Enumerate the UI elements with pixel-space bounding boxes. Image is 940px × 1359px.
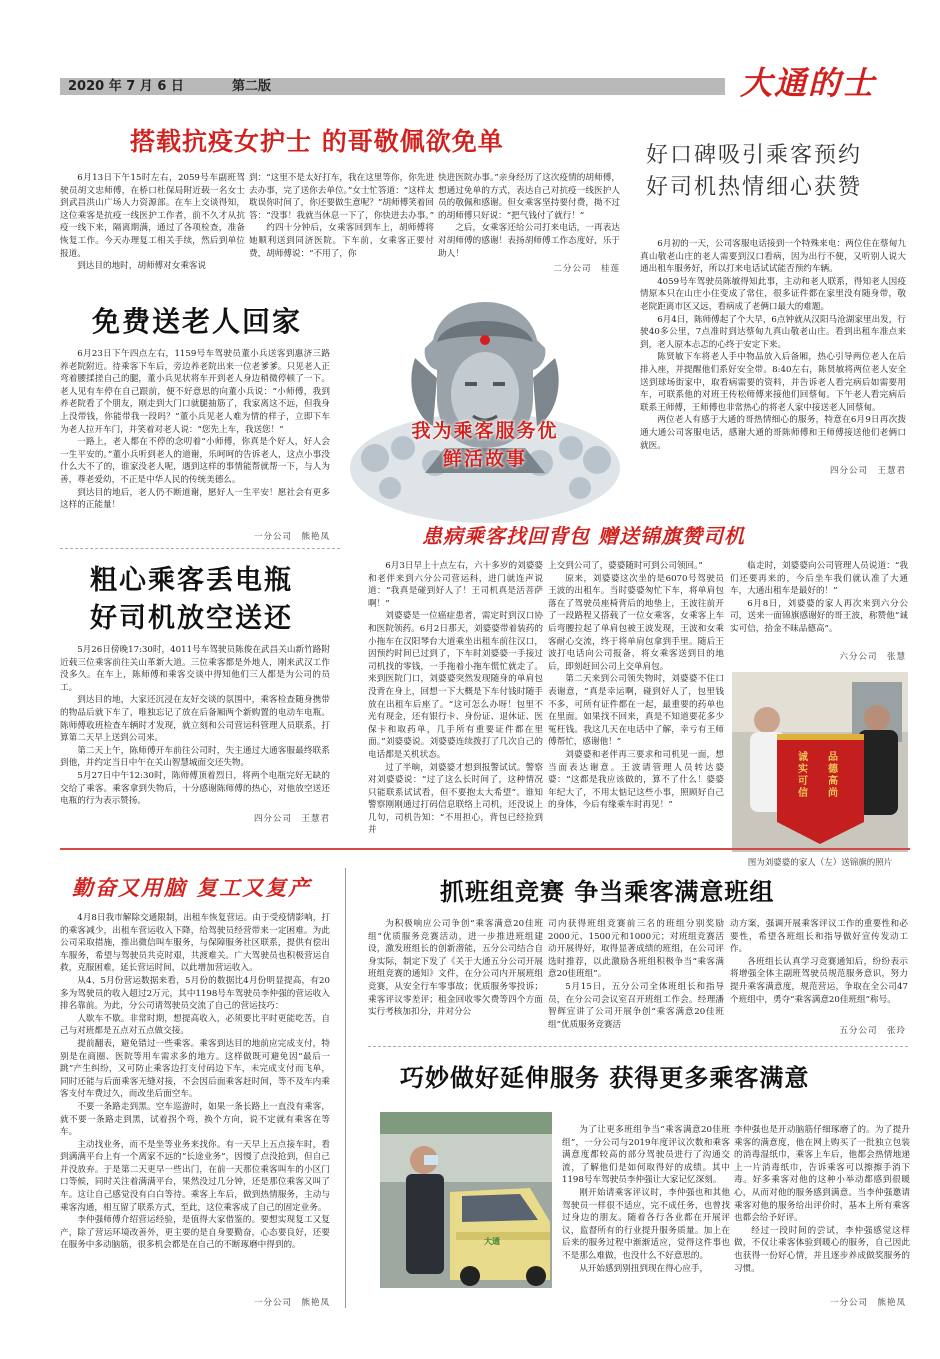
a4-title xyxy=(90,562,293,638)
a4-title-line1: 粗心乘客丢电瓶 xyxy=(90,565,293,596)
a8-col2 xyxy=(734,1124,910,1286)
a1-p4: 约四十分钟后，女乘客回到车上，胡师傅将她顺利送到同济医院。下车前，女乘客正要付费，胡师傅说：“不用了，你 xyxy=(249,223,434,259)
a5-p4: 上交到公司了，婆婆随时可到公司领回。” xyxy=(548,561,703,571)
lei-feng-portrait-illustration xyxy=(345,298,625,538)
a5-p8: 临走时，刘婆婆向公司管理人员说道：“我们还要再来的，今后坐车我们就认准了大通车，大通出租车是最好的！” xyxy=(730,561,908,597)
a2-title-line1: 好口碑吸引乘客预约 xyxy=(646,143,863,168)
a3-body xyxy=(60,348,330,526)
a4-body xyxy=(60,644,330,814)
a6-p6: 主动找业务，而不是坐等业务来找你。有一天早上五点接车时，看到满满平台上有一个离家不远的“长途业务”，因慢了点没抢到，但自己并没放弃。于是第二天更早一些出门，在前一天那位乘客叫车的小区门口等候，同时关注着满满平台，果然没过几分钟，还是那位乘客又叫了车。这让自己感觉没有白白等待。乘客上车后，做到热情服务，主动与乘客沟通，相互留了联系方式，至此，这位乘客成了自己的固定业务。 xyxy=(60,1139,330,1213)
divider-a3-a4 xyxy=(60,548,340,549)
driver-car-photo xyxy=(380,1112,552,1288)
a5-col3 xyxy=(730,560,908,650)
a5-signature: 六分公司 张慧 xyxy=(839,652,906,662)
a7-title: 抓班组竞赛 争当乘客满意班组 xyxy=(440,878,775,906)
a1-col3 xyxy=(438,172,620,292)
a3-p1: 6月23日下午四点左右，1159号车驾驶员董小兵送客到惠济三路养老院附近。待乘客下车后，旁边养老院出来一位老爹爹。只见老人正弯着腰揉搓自己的腿，董小兵见状将车开到老人身边稍微停顿了一下。老人见有车停在自己跟前，便不好意思的向董小兵说：“小师傅，我到养老院看了个朋友，刚走到大门口就腿抽筋了，我家离这不远，但我身上没带钱，你能带我一段吗？”董小兵见老人难为情的样子，立即下车为老人拉开车门，并笑着对老人说：“您先上车，我送您！” xyxy=(60,349,330,435)
a8-title: 巧妙做好延伸服务 获得更多乘客满意 xyxy=(400,1064,810,1092)
a5-p1: 6月3日早上十点左右，六十多岁的刘婆婆和老伴来到六分公司营运科，进门就连声说道：“我真是碰到好人了！王司机真是活菩萨啊！” xyxy=(368,561,543,609)
a4-title-line2: 好司机放空送还 xyxy=(90,603,293,634)
a4-signature: 四分公司 王慧君 xyxy=(253,814,330,824)
a1-p3: 到：“这里不是太好打车，我在这里等你，你先进去办事，完了送你去单位。”女士忙答道：“这样太耽误你时间了，你还要做生意呢？”胡师傅笑着回答：“没事！我就当休息一下了，你快进去办事。” xyxy=(249,173,434,221)
a4-p2: 到达目的地，大家还沉浸在友好交谈的氛围中，乘客检查随身携带的物品后就下车了，唯独忘记了放在后备厢两个新购置的电动车电瓶。陈师傅收班检查车辆时才发现，就立刻和公司营运科管理人员联系，打算第二天早上送到公司来。 xyxy=(60,695,330,744)
a8-p1: 为了让更多班组争当“乘客满意20佳班组”，一分公司与2019年度评议次数和乘客满意度都较高的部分驾驶员进行了沟通交流，了解他们是如何取得好的成绩。其中1198号车驾驶员李仲强让大家记忆深刻。 xyxy=(562,1125,730,1186)
a5-p2: 刘婆婆是一位癌症患者，需定时到汉口协和医院领药。6月2日那天，刘婆婆带着装药的小拖车在汉阳琴台大道乘坐出租车前往汉口，因预约时间已过到了，下车时刘婆婆一手接过司机找的零钱，一手拖着小拖车慌忙就走了。来到医院门口，刘婆婆突然发现随身的单肩包没背在身上，回想一下大概是下车付钱时随手放在出租车后座了。“这可怎么办呀！包里不光有现金，还有银行卡、身份证、退休证、医保卡和取药单，几手所有重要证件都在里面。”刘婆婆说。刘婆婆连续拨打了几次自己的电话都是关机状态。 xyxy=(368,611,543,760)
car-sign: 大通 xyxy=(484,1236,500,1246)
a5-p7: 刘婆婆和老伴再三要求和司机见一面，想当面表达谢意。王波请管理人员转达婆婆：“这都是我应该做的，算不了什么！婆婆年纪大了，不用太惦记这些小事，照顾好自己的身体，今后有缘乘车时再见！” xyxy=(548,749,724,811)
a8-p4: 李仲强也是开动脑筋仔细琢磨了的。为了提升乘客的满意度，他在网上购买了一批独立包装的消毒湿纸巾，乘客上车后，他都会热情地递上一片消毒纸巾，告诉乘客可以擦擦手消下毒。好多乘客对他的这种小举动都感到很暖心，从而对他的服务感到满意。当李仲强邀请乘客对他的服务给出评价时，基本上所有乘客也都会给予好评。 xyxy=(734,1125,910,1224)
a4-p4: 5月27日中午12:30时，陈师傅顶着烈日，将两个电瓶完好无缺的交给了乘客。乘客拿到失物后，十分感谢陈师傅的热心，对他放空送还电瓶的行为表示赞扬。 xyxy=(60,770,330,807)
a6-p5: 不要一条路走到黑。空车巡游时，如果一条长路上一直没有乘客，就不要一条路走到黑，试着拐个弯，换个方向，说不定就有乘客在等车。 xyxy=(60,1101,330,1138)
pennant-photo-svg xyxy=(732,672,908,852)
a7-col1 xyxy=(368,918,543,1040)
a1-col2 xyxy=(249,172,434,292)
a6-title: 勤奋又用脑 复工又复产 xyxy=(72,876,312,900)
pennant-text-right: 品德高尚 xyxy=(828,752,838,799)
a1-p1: 6月13日下午15时左右，2059号车副班驾驶员胡文忠师傅，在桥口杜保局附近载一名女士到武昌洪山广场人力资源部。在车上交谈得知，这位乘客是抗疫一线医护工作者，前不久才从抗疫一线下来，隔离期满，通过了各项检查，准备恢复工作。今天办理复工相关手续，然后到单位报道。 xyxy=(60,173,245,259)
a1-signature: 二分公司 桂莲 xyxy=(553,264,620,274)
a6-p4: 提前翻表，避免错过一些乘客。乘客到达目的地前应完成支付，特别是在商圈、医院等用车需求多的地方。这样做既可避免因“最后一跳”产生纠纷，又可防止乘客边打支付码边下车，未完成支付而飞单，同时还能与后面乘客无缝对接，不会因后面乘客赶时间，等不及车内乘客支付车费过久，而改坐后面空车。 xyxy=(60,1038,330,1100)
pennant-caption: 图为刘婆婆的家人（左）送锦旗的照片 xyxy=(747,858,893,868)
a5-p9: 6月8日，刘婆婆的家人再次来到六分公司，送来一面锦旗感谢好的哥王波，称赞他“诚实可信，拾金不昧品德高”。 xyxy=(730,598,908,634)
banner-line2: 鲜活故事 xyxy=(442,448,527,470)
a3-title: 免费送老人回家 xyxy=(92,305,303,338)
a6-p1: 4月8日我市解除交通限制，出租车恢复营运。由于受疫情影响，打的乘客减少，出租车营运收入下降，给驾驶员经营带来一定困难。为此公司采取措施，推出微信叫车服务，与保障服务社区联系，提供有偿出车服务，希望与驾驶员共克时艰，共渡难关。广大驾驶员也积极营运自救，克服困难，延长营运时间，以此增加营运收入。 xyxy=(60,913,330,974)
a6-p7: 李仲强师傅介绍营运经验，是值得大家借鉴的。要想实现复工又复产，除了营运环境改善外，更主要的是自身要勤奋，心态要良好，还要在服务中多动脑筋，很多机会都是在自己的不断琢磨中得到的。 xyxy=(60,1215,330,1251)
column-rule xyxy=(345,868,346,1308)
a6-p2: 从4、5月份营运数据来看，5月份的数据比4月份明显提高，有20多为驾驶员的收入超过2万元，其中1198号车驾驶员李仲强的营运收入排名靠前。为此，分公司请驾驶员交流了自己的营运技巧： xyxy=(60,975,330,1012)
section-divider xyxy=(60,848,910,850)
a8-p3: 从开始感到别扭到现在得心应手， xyxy=(579,1263,709,1274)
a5-col2 xyxy=(548,560,724,845)
a1-title: 搭载抗疫女护士 的哥敬佩欲免单 xyxy=(130,127,504,156)
divider-a7-a8 xyxy=(368,1046,908,1047)
banner-line1: 我为乘客服务优 xyxy=(411,420,559,442)
a2-body xyxy=(640,238,906,463)
a8-p5: 经过一段时间的尝试，李仲强感觉这样做，不仅让乘客体验到暖心的服务，自己因此也获得一份好心情，并且逐步养成做奖服务的习惯。 xyxy=(734,1225,910,1274)
a2-p3: 6月4日，陈师傅起了个大早，6点钟就从汉阳马沧湖家里出发，行驶40多公里，7点准时到达蔡甸九真山敬老山庄。看到出租车准点来到，老人原本忐忑的心终于安定下来。 xyxy=(640,314,906,350)
a2-p5: 两位老人有感于大通的哥热情细心的服务，特意在6月9日再次拨通大通公司客服电话，感谢大通的哥陈师傅和王师傅接送他们老俩口就医。 xyxy=(640,415,906,451)
a4-p3: 第二天上午，陈师傅开车前往公司时，失主通过大通客服最终联系到他，并约定当日中午在关山智慧城面交还失物。 xyxy=(60,745,330,769)
a1-p5: 快进医院办事。”亲身经历了这次疫情的胡师傅，想通过免单的方式，表达自己对抗疫一线医护人员的敬佩和感谢。但女乘客坚持要付费，拗不过的胡师傅只好说：“把气钱付了就行！” xyxy=(438,173,620,221)
a7-signature: 五分公司 张玲 xyxy=(839,1026,906,1036)
a6-signature: 一分公司 熊艳凤 xyxy=(253,1298,330,1308)
pennant-photo xyxy=(732,672,908,852)
a2-p2: 4059号车驾驶员陈敏得知此事，主动和老人联系，得知老人因疫情原本只在山庄小住变成了常住，很多证件都在家里没有随身带，敬老院距离市区又远，看病成了老俩口最大的难题。 xyxy=(640,276,906,312)
a4-p1: 5月26日傍晚17:30时，4011号车驾驶员陈俊在武昌关山新竹路附近载三位乘客前往关山革新大道。三位乘客都是外地人，刚来武汉工作没多久。在车上，陈师傅和乘客交谈中得知他们三人都是为公司的员工。 xyxy=(60,645,330,693)
a7-p3: 5月15日，五分公司全体班组长和指导员，在分公司会议室召开班组工作会。经理潘智辉宣讲了公司开展争创“乘客满意20佳班组”优质服务竞赛活 xyxy=(548,981,724,1030)
a1-col1 xyxy=(60,172,245,292)
a7-col2 xyxy=(548,918,724,1040)
a7-p2: 司内获得班组竞赛前三名的班组分别奖励2000元、1500元和1000元；对班组竞赛活动开展得好，取得显著成绩的班组，在公司评选时推荐，以此激励各班组积极争当“乘客满意20佳班组”。 xyxy=(548,919,724,980)
a5-title: 患病乘客找回背包 赠送锦旗赞司机 xyxy=(422,524,745,548)
a6-p3: 人歇车不歇。非常时期，想提高收入，必须要比平时更能吃苦，自己与对班都是五点对五点做交接。 xyxy=(60,1013,330,1037)
a5-p6: 第二天来到公司领失物时，刘婆婆不住口表谢意，“真是幸运啊，碰到好人了，包里钱不多，可所有证件都在一起，最重要的药单也在里面。如果找不回来，真是不知道要花多少冤枉钱。我这几天在电话中了解，幸亏有王师傅帮忙，感谢他！” xyxy=(548,674,724,748)
a3-p3: 到达目的地后，老人仍不断道谢，愿好人一生平安！愿社会有更多这样的正能量！ xyxy=(60,487,330,511)
newspaper-brand: 大通的士 xyxy=(740,64,877,102)
a7-col3 xyxy=(730,918,908,1018)
a7-p1: 为积极响应公司争创“乘客满意20佳班组”优质服务竞赛活动，进一步推进班组建设，激发班组长的创新潜能，五分公司结合自身实际，制定下发了《关于大通五分公司开展班组竞赛的通知》文件，在分公司内开展班组竞赛，从安全行车零事故；优质服务零投诉；乘客评议零差评；租金回收零欠费等四个方面实行考核加扣分，并对分公 xyxy=(368,919,543,1018)
a2-signature: 四分公司 王慧君 xyxy=(829,466,906,476)
a7-p5: 各班组长认真学习竞赛通知后，纷纷表示将增强全体主副班驾驶员规范服务意识，努力提升乘客满意度，规范营运，争取在全公司47个班组中，勇夺“乘客满意20佳班组”称号。 xyxy=(730,956,908,1005)
a8-signature: 一分公司 熊艳凤 xyxy=(829,1298,906,1308)
a3-p2: 一路上，老人都在不停的念叨着“小师傅，你真是个好人，好人会一生平安的。”董小兵听到老人的道谢，乐呵呵的告诉老人，这点小事没什么大不了的，谁家没老人呢，遇到这样的事情能帮就帮一下，与人为善，尊老爱幼，不正是中华人民的传统美德么。 xyxy=(60,437,330,485)
a2-p4: 陈贤敏下车将老人手中物品放入后备厢，热心引导两位老人在后排入座，并提醒他们系好安全带。8:40左右，陈贤敏将两位老人安全送到球场街家中，取看病需要的资料，并告诉老人看完病后如需要用车，可联系他的对班王传松师傅来接他们回蔡甸。下午老人看完病后联系王师傅，王师傅也非常热心的将老人家中接送老人回蔡甸。 xyxy=(640,352,906,413)
a2-title-line2: 好司机热情细心获赞 xyxy=(646,175,863,200)
a8-col1 xyxy=(562,1124,730,1304)
a2-title xyxy=(646,140,862,204)
a2-p1: 6月初的一天，公司客服电话接到一个特殊来电：两位住在蔡甸九真山敬老山庄的老人需要到汉口看病，因为出行不便，又听别人说大通出租车服务好，所以打来电话试试能否预约车辆。 xyxy=(640,239,906,275)
a1-p2: 到达目的地时，胡师傅对女乘客说 xyxy=(77,261,207,272)
a8-p2: 刚开始请乘客评议时，李仲强也和其他驾驶员一样很不适应，完不成任务，也曾找过身边的朋友。随着各行各业都在开展评议，监督所有的行业提升服务质量。加上在后来的服务过程中渐渐适应，觉得这件事也不是那么难做，也没什么不好意思的。 xyxy=(562,1187,730,1261)
issue-date: 2020 年 7 月 6 日 xyxy=(68,79,184,94)
a5-col1 xyxy=(368,560,543,845)
pennant-text-left: 诚实可信 xyxy=(798,752,808,799)
a7-p4: 动方案，强调开展乘客评议工作的重要性和必要性，希望各班组长和指导做好宣传发动工作。 xyxy=(730,919,908,955)
a5-p3: 过了半晌，刘婆婆才想到报警试试。警察对刘婆婆说：“过了这么长时间了，这种情况只能联系试试看，但不要抱太大希望”。谁知警察刚刚通过打码信息联络上司机，还没说上几句，司机告知：“不用担心，背包已经捡到并 xyxy=(368,762,543,836)
a3-signature: 一分公司 熊艳凤 xyxy=(253,532,330,542)
a5-p5: 原来，刘婆婆这次坐的是6070号驾驶员王波的出租车。当时婆婆匆忙下车，将单肩包落在了驾驶员座椅背后的地垫上，王波往前开了一段路程又搭载了一位女乘客，女乘客上车后弯腰拉起了单肩包被王波发现，王波和女乘客耐心交流，终于将单肩包拿到手里。随后王波打电话向公司报备，将女乘客送到目的地后，即刻赶回公司上交单肩包。 xyxy=(548,573,724,672)
driver-car-photo-svg xyxy=(380,1112,552,1288)
a1-p6: 之后，女乘客还给公司打来电话，一再表达对胡师傅的感谢！表扬胡师傅工作态度好，乐于助人！ xyxy=(438,223,620,259)
a6-body xyxy=(60,912,330,1292)
page-number: 第二版 xyxy=(232,79,272,94)
